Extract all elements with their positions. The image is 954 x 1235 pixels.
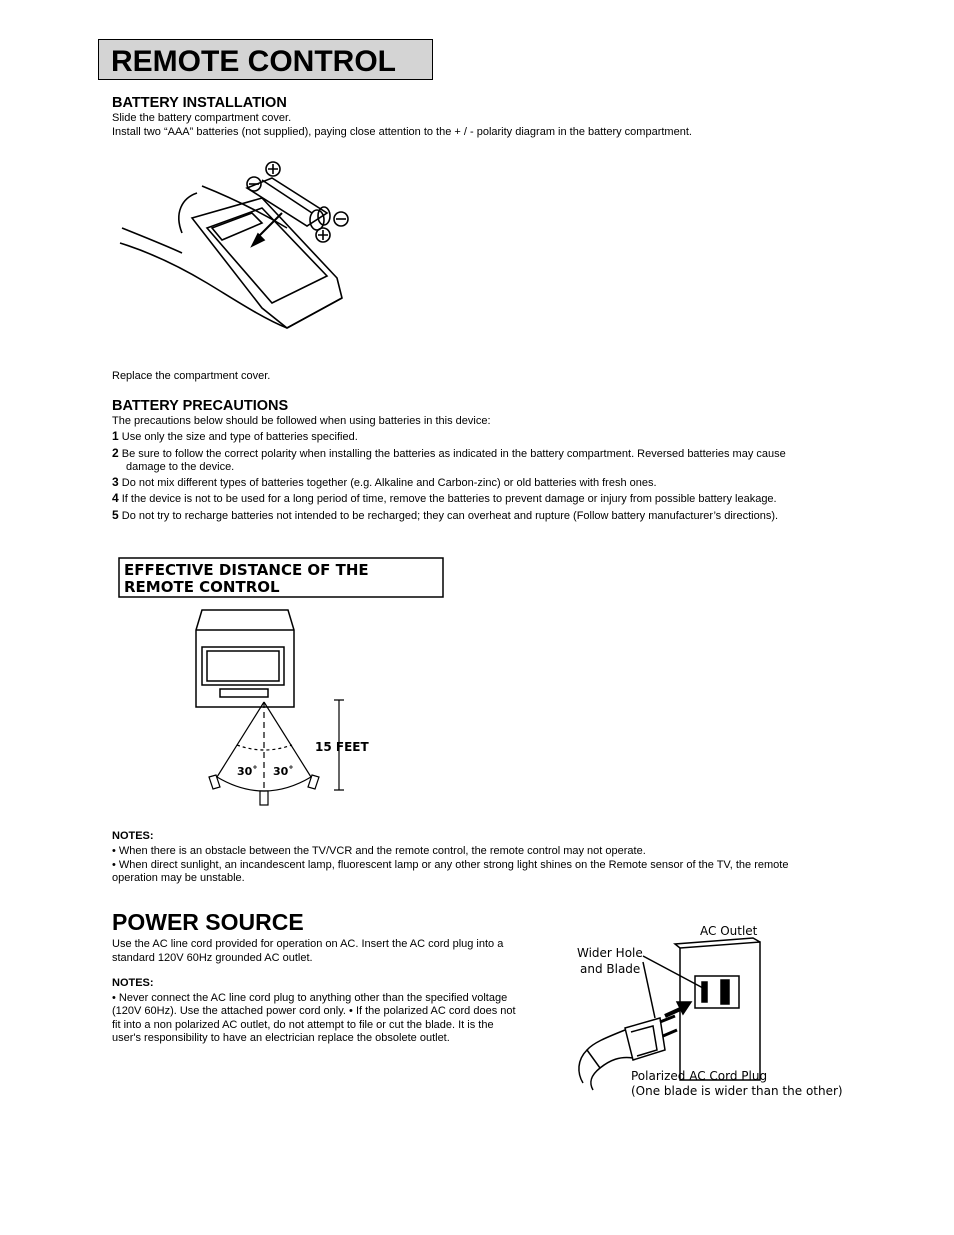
angle-right-label: 30˚ <box>273 765 294 778</box>
precaution-text: Be sure to follow the correct polarity when installing the batteries as indicated in the battery compartment. Reversed batteries may cause <box>121 448 786 460</box>
precaution-text: Use only the size and type of batteries specified. <box>121 431 358 443</box>
precaution-item <box>112 475 852 490</box>
precaution-number: 1 <box>112 429 119 443</box>
precaution-item <box>112 429 852 444</box>
notes-heading: NOTES: <box>112 830 154 842</box>
ac-outlet-label: AC Outlet <box>700 924 758 938</box>
power-source-text: Use the AC line cord provided for operation on AC. Insert the AC cord plug into a <box>112 938 504 950</box>
power-source-heading: POWER SOURCE <box>112 909 304 935</box>
battery-precautions-intro: The precautions below should be followed when using batteries in this device: <box>112 415 491 427</box>
precaution-text: If the device is not to be used for a long period of time, remove the batteries to prevent damage or injury from possible battery leakage. <box>121 493 777 505</box>
replace-cover-text: Replace the compartment cover. <box>112 370 271 382</box>
precaution-number: 4 <box>112 491 119 505</box>
tv-icon <box>196 610 294 707</box>
precaution-number: 3 <box>112 475 119 489</box>
page-title-box <box>98 39 433 80</box>
power-notes-line: user's responsibility to have an electrician replace the obsolete outlet. <box>112 1032 450 1044</box>
page-title: REMOTE CONTROL <box>111 45 396 78</box>
power-notes-line: • Never connect the AC line cord plug to anything other than the specified voltage <box>112 992 508 1004</box>
plug-label-line1: Polarized AC Cord Plug <box>631 1069 768 1083</box>
notes-line: • When direct sunlight, an incandescent lamp, fluorescent lamp or any other strong light shines on the Remote sensor of the TV, the remote <box>112 859 789 871</box>
power-notes-heading: NOTES: <box>112 977 154 989</box>
notes-line: operation may be unstable. <box>112 872 245 884</box>
precaution-item <box>112 508 852 523</box>
battery-installation-heading: BATTERY INSTALLATION <box>112 95 287 111</box>
effective-distance-diagram <box>112 555 452 815</box>
power-notes-line: (120V 60Hz). Use the attached power cord only. • If the polarized AC cord does not <box>112 1005 516 1017</box>
precaution-text-continued: damage to the device. <box>126 461 235 473</box>
angle-left-label: 30˚ <box>237 765 258 778</box>
precaution-item <box>112 491 852 506</box>
effective-distance-title-line2: REMOTE CONTROL <box>124 578 280 596</box>
wider-hole-label-line1: Wider Hole <box>577 946 643 960</box>
precaution-text: Do not try to recharge batteries not intended to be recharged; they can overheat and rupture (Follow battery manufacturer’s directions). <box>121 510 779 522</box>
notes-line: • When there is an obstacle between the TV/VCR and the remote control, the remote control may not operate. <box>112 845 646 857</box>
plug-label-line2: (One blade is wider than the other) <box>631 1084 843 1098</box>
distance-feet-label: 15 FEET <box>315 740 369 754</box>
ac-plug-diagram <box>565 918 845 1108</box>
battery-installation-illustration <box>112 158 377 343</box>
precaution-number: 2 <box>112 446 119 460</box>
effective-distance-title-line1: EFFECTIVE DISTANCE OF THE <box>124 561 369 579</box>
wider-hole-label-line2: and Blade <box>580 962 641 976</box>
power-source-text: standard 120V 60Hz grounded AC outlet. <box>112 952 313 964</box>
precaution-text: Do not mix different types of batteries together (e.g. Alkaline and Carbon-zinc) or old batteries with fresh ones. <box>121 477 657 489</box>
power-notes-line: fit into a non polarized AC outlet, do not attempt to file or cut the blade. It is the <box>112 1019 494 1031</box>
precaution-number: 5 <box>112 508 119 522</box>
battery-installation-line1: Slide the battery compartment cover. <box>112 112 292 124</box>
battery-installation-line2: Install two “AAA” batteries (not supplied), paying close attention to the + / - polarity diagram in the battery compartment. <box>112 126 692 138</box>
precaution-item <box>112 446 852 461</box>
battery-precautions-heading: BATTERY PRECAUTIONS <box>112 398 289 414</box>
